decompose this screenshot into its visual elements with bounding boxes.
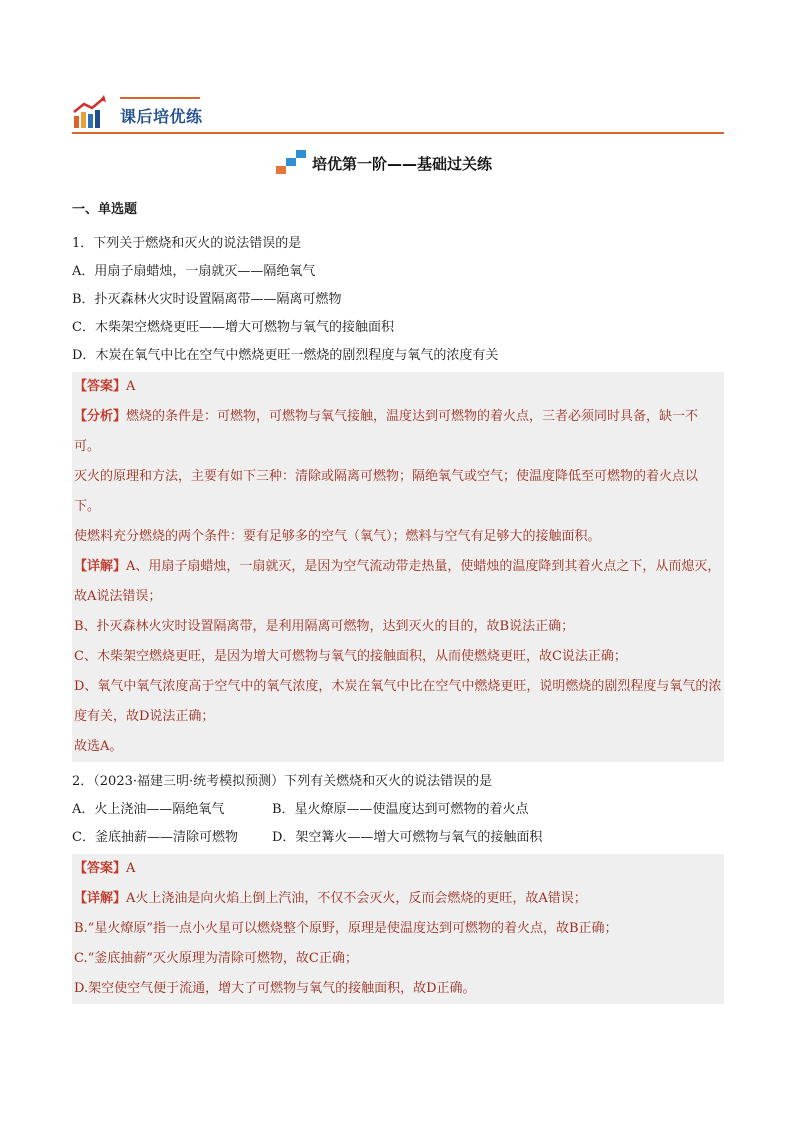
- q2-answer: 【答案】A: [74, 861, 136, 876]
- q1-analysis-1: 【分析】燃烧的条件是：可燃物，可燃物与氧气接触，温度达到可燃物的着火点，三者必须同时具备，缺一不可。: [74, 409, 699, 454]
- question-content: [72, 196, 724, 1006]
- q1-answer: 【答案】A: [74, 379, 136, 394]
- q1-option-a: A．用扇子扇蜡烛，一扇就灭——隔绝氧气: [72, 264, 316, 279]
- q1-detail-b: B、扑灭森林火灾时设置隔离带，是利用隔离可燃物，达到灭火的目的，故B说法正确；: [74, 619, 575, 634]
- header-accent-line: [120, 97, 200, 99]
- page-header: [72, 94, 724, 134]
- q1-stem: 1．下列关于燃烧和灭火的说法错误的是: [72, 236, 302, 251]
- q1-option-c: C．木柴架空燃烧更旺——增大可燃物与氧气的接触面积: [72, 320, 394, 335]
- q2-answer-block: [72, 854, 724, 1004]
- q2-options-row-1: [72, 796, 724, 824]
- section-title: 培优第一阶——基础过关练: [312, 154, 493, 173]
- section-heading: [276, 150, 492, 176]
- q2-detail-d: D.架空使空气便于流通，增大了可燃物与氧气的接触面积，故D正确。: [74, 981, 476, 996]
- q1-analysis-3: 使燃料充分燃烧的两个条件：要有足够多的空气（氧气）；燃料与空气有足够大的接触面积。: [74, 529, 601, 544]
- header-title: 课后培优练: [120, 107, 203, 126]
- q2-option-d: D．架空篝火——增大可燃物与氧气的接触面积: [272, 830, 543, 845]
- q2-options-row-2: [72, 824, 724, 852]
- part-title: 一、单选题: [72, 202, 138, 217]
- growth-chart-icon: [72, 94, 108, 130]
- q2-stem: 2．（2023·福建三明·统考模拟预测）下列有关燃烧和灭火的说法错误的是: [72, 774, 493, 789]
- q2-option-a: A．火上浇油——隔绝氧气: [72, 802, 225, 817]
- q2-option-b: B．星火燎原——使温度达到可燃物的着火点: [272, 802, 529, 817]
- q2-detail-b: B.“星火燎原”指一点小火星可以燃烧整个原野，原理是使温度达到可燃物的着火点，故B正确；: [74, 921, 618, 936]
- q2-detail-a: 【详解】A火上浇油是向火焰上倒上汽油，不仅不会灭火，反而会燃烧的更旺，故A错误；: [74, 891, 587, 906]
- q2-option-c: C．釜底抽薪——清除可燃物: [72, 830, 238, 845]
- q1-detail-c: C、木柴架空燃烧更旺，是因为增大可燃物与氧气的接触面积，从而使燃烧更旺，故C说法正确；: [74, 649, 627, 664]
- q1-answer-block: [72, 372, 724, 762]
- q1-option-d: D．木炭在氧气中比在空气中燃烧更旺一燃烧的剧烈程度与氧气的浓度有关: [72, 348, 499, 363]
- q2-detail-c: C.“釜底抽薪”灭火原理为清除可燃物，故C正确；: [74, 951, 358, 966]
- stairs-icon: [276, 150, 308, 176]
- header-divider: [72, 132, 724, 134]
- q1-detail-d: D、氧气中氧气浓度高于空气中的氧气浓度，木炭在氧气中比在空气中燃烧更旺，说明燃烧的剧烈程度与氧气的浓度有关，故D说法正确；: [74, 679, 722, 724]
- q1-conclusion: 故选A。: [74, 739, 123, 754]
- q1-analysis-2: 灭火的原理和方法，主要有如下三种：清除或隔离可燃物；隔绝氧气或空气；使温度降低至可燃物的着火点以下。: [74, 469, 699, 514]
- q1-detail-a: 【详解】A、用扇子扇蜡烛，一扇就灭，是因为空气流动带走热量，使蜡烛的温度降到其着火点之下，从而熄灭，故A说法错误；: [74, 559, 721, 604]
- q1-option-b: B．扑灭森林火灾时设置隔离带——隔离可燃物: [72, 292, 342, 307]
